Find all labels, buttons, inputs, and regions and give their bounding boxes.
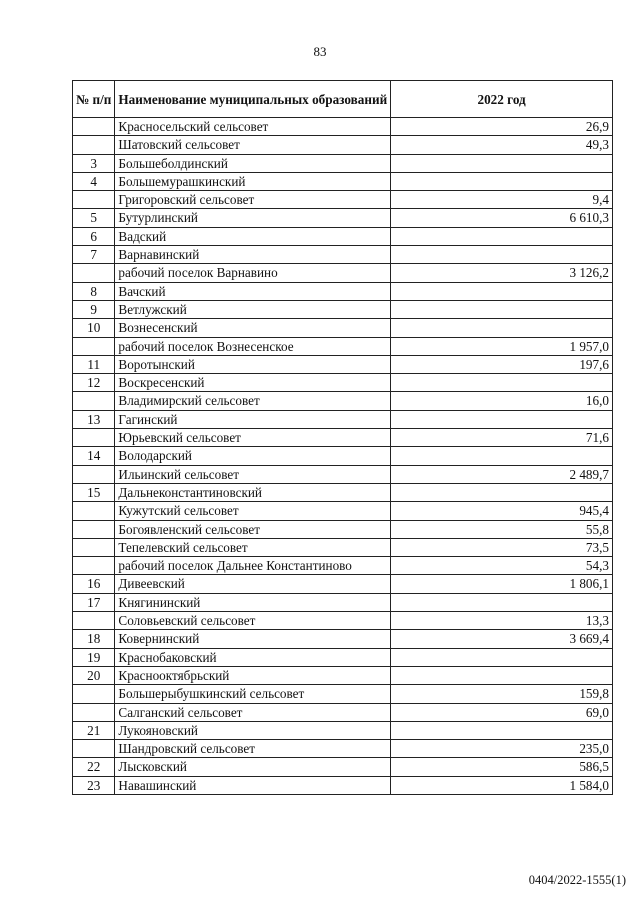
table-row: [73, 410, 613, 428]
table-row: [73, 337, 613, 355]
municipality-name: Вачский: [115, 282, 391, 300]
table-row: [73, 172, 613, 190]
value-2022: [391, 483, 613, 501]
municipality-name: Дивеевский: [115, 575, 391, 593]
row-number: [73, 557, 115, 575]
row-number: 4: [73, 172, 115, 190]
row-number: [73, 703, 115, 721]
value-2022: 16,0: [391, 392, 613, 410]
municipality-name: Григоровский сельсовет: [115, 191, 391, 209]
value-2022: 49,3: [391, 136, 613, 154]
value-2022: 1 584,0: [391, 776, 613, 794]
table-row: [73, 520, 613, 538]
row-number: [73, 191, 115, 209]
table-row: [73, 264, 613, 282]
value-2022: 1 957,0: [391, 337, 613, 355]
municipality-name: Княгининский: [115, 593, 391, 611]
value-2022: 945,4: [391, 502, 613, 520]
row-number: 5: [73, 209, 115, 227]
page-number: 83: [313, 44, 327, 59]
value-2022: 69,0: [391, 703, 613, 721]
table-row: [73, 721, 613, 739]
municipality-name: Лысковский: [115, 758, 391, 776]
row-number: 17: [73, 593, 115, 611]
table-header-row: [73, 81, 613, 118]
header-num: № п/п: [73, 81, 115, 118]
municipality-name: Юрьевский сельсовет: [115, 429, 391, 447]
value-2022: 197,6: [391, 355, 613, 373]
municipality-name: Варнавинский: [115, 246, 391, 264]
municipality-name: Кужутский сельсовет: [115, 502, 391, 520]
municipality-name: Краснооктябрьский: [115, 666, 391, 684]
value-2022: [391, 282, 613, 300]
table-row: [73, 483, 613, 501]
row-number: 3: [73, 154, 115, 172]
row-number: 18: [73, 630, 115, 648]
value-2022: [391, 721, 613, 739]
value-2022: [391, 648, 613, 666]
table-row: [73, 282, 613, 300]
table-row: [73, 758, 613, 776]
municipality-name: Вознесенский: [115, 319, 391, 337]
municipal-table: [72, 80, 613, 795]
row-number: 20: [73, 666, 115, 684]
header-year: 2022 год: [391, 81, 613, 118]
municipality-name: Шандровский сельсовет: [115, 740, 391, 758]
value-2022: 235,0: [391, 740, 613, 758]
row-number: 12: [73, 374, 115, 392]
value-2022: 586,5: [391, 758, 613, 776]
row-number: [73, 612, 115, 630]
table-row: [73, 648, 613, 666]
table-row: [73, 447, 613, 465]
row-number: 19: [73, 648, 115, 666]
municipality-name: Ветлужский: [115, 300, 391, 318]
value-2022: [391, 374, 613, 392]
row-number: [73, 740, 115, 758]
row-number: [73, 429, 115, 447]
table-row: [73, 355, 613, 373]
municipality-name: Лукояновский: [115, 721, 391, 739]
municipality-name: Ковернинский: [115, 630, 391, 648]
municipality-name: Владимирский сельсовет: [115, 392, 391, 410]
row-number: 15: [73, 483, 115, 501]
row-number: [73, 465, 115, 483]
value-2022: [391, 666, 613, 684]
table-row: [73, 227, 613, 245]
table-row: [73, 703, 613, 721]
table-row: [73, 300, 613, 318]
row-number: [73, 264, 115, 282]
municipality-name: Володарский: [115, 447, 391, 465]
value-2022: [391, 447, 613, 465]
municipality-name: Большерыбушкинский сельсовет: [115, 685, 391, 703]
row-number: 11: [73, 355, 115, 373]
table-row: [73, 191, 613, 209]
value-2022: 71,6: [391, 429, 613, 447]
value-2022: [391, 300, 613, 318]
municipality-name: Шатовский сельсовет: [115, 136, 391, 154]
municipality-name: рабочий поселок Дальнее Константиново: [115, 557, 391, 575]
value-2022: [391, 227, 613, 245]
municipality-name: Бутурлинский: [115, 209, 391, 227]
municipality-name: Ильинский сельсовет: [115, 465, 391, 483]
value-2022: [391, 246, 613, 264]
municipality-name: Красносельский сельсовет: [115, 118, 391, 136]
table-row: [73, 538, 613, 556]
table-row: [73, 319, 613, 337]
municipality-name: Дальнеконстантиновский: [115, 483, 391, 501]
table-row: [73, 209, 613, 227]
row-number: 22: [73, 758, 115, 776]
value-2022: 1 806,1: [391, 575, 613, 593]
value-2022: 54,3: [391, 557, 613, 575]
municipality-name: Большемурашкинский: [115, 172, 391, 190]
row-number: [73, 685, 115, 703]
value-2022: [391, 593, 613, 611]
row-number: 6: [73, 227, 115, 245]
value-2022: 6 610,3: [391, 209, 613, 227]
table-row: [73, 630, 613, 648]
municipality-name: Воскресенский: [115, 374, 391, 392]
table-row: [73, 776, 613, 794]
table-row: [73, 502, 613, 520]
table-body: [73, 118, 613, 795]
municipality-name: рабочий поселок Вознесенское: [115, 337, 391, 355]
value-2022: 9,4: [391, 191, 613, 209]
row-number: 8: [73, 282, 115, 300]
table-row: [73, 392, 613, 410]
value-2022: 3 126,2: [391, 264, 613, 282]
header-name: Наименование муниципальных образований: [115, 81, 391, 118]
row-number: [73, 520, 115, 538]
table-row: [73, 593, 613, 611]
table-row: [73, 575, 613, 593]
municipality-name: Богоявленский сельсовет: [115, 520, 391, 538]
row-number: 14: [73, 447, 115, 465]
municipality-name: Навашинский: [115, 776, 391, 794]
row-number: [73, 538, 115, 556]
value-2022: [391, 410, 613, 428]
table-row: [73, 740, 613, 758]
row-number: [73, 502, 115, 520]
table-row: [73, 557, 613, 575]
value-2022: [391, 172, 613, 190]
row-number: [73, 337, 115, 355]
municipality-name: Краснобаковский: [115, 648, 391, 666]
value-2022: 159,8: [391, 685, 613, 703]
row-number: 7: [73, 246, 115, 264]
value-2022: 13,3: [391, 612, 613, 630]
table-row: [73, 246, 613, 264]
municipality-name: Гагинский: [115, 410, 391, 428]
value-2022: [391, 319, 613, 337]
document-code: 0404/2022-1555(1): [528, 873, 626, 887]
value-2022: [391, 154, 613, 172]
table-row: [73, 612, 613, 630]
row-number: 9: [73, 300, 115, 318]
value-2022: 73,5: [391, 538, 613, 556]
row-number: 10: [73, 319, 115, 337]
table-row: [73, 429, 613, 447]
row-number: [73, 392, 115, 410]
table-row: [73, 685, 613, 703]
row-number: 23: [73, 776, 115, 794]
value-2022: 26,9: [391, 118, 613, 136]
municipality-name: Соловьевский сельсовет: [115, 612, 391, 630]
row-number: [73, 136, 115, 154]
value-2022: 3 669,4: [391, 630, 613, 648]
row-number: [73, 118, 115, 136]
municipality-name: Большеболдинский: [115, 154, 391, 172]
table-row: [73, 666, 613, 684]
row-number: 16: [73, 575, 115, 593]
table-row: [73, 136, 613, 154]
table-row: [73, 154, 613, 172]
table-row: [73, 118, 613, 136]
table-row: [73, 374, 613, 392]
municipality-name: Вадский: [115, 227, 391, 245]
table-row: [73, 465, 613, 483]
municipality-name: Воротынский: [115, 355, 391, 373]
value-2022: 55,8: [391, 520, 613, 538]
value-2022: 2 489,7: [391, 465, 613, 483]
municipality-name: Салганский сельсовет: [115, 703, 391, 721]
municipality-name: рабочий поселок Варнавино: [115, 264, 391, 282]
row-number: 13: [73, 410, 115, 428]
municipality-name: Тепелевский сельсовет: [115, 538, 391, 556]
row-number: 21: [73, 721, 115, 739]
